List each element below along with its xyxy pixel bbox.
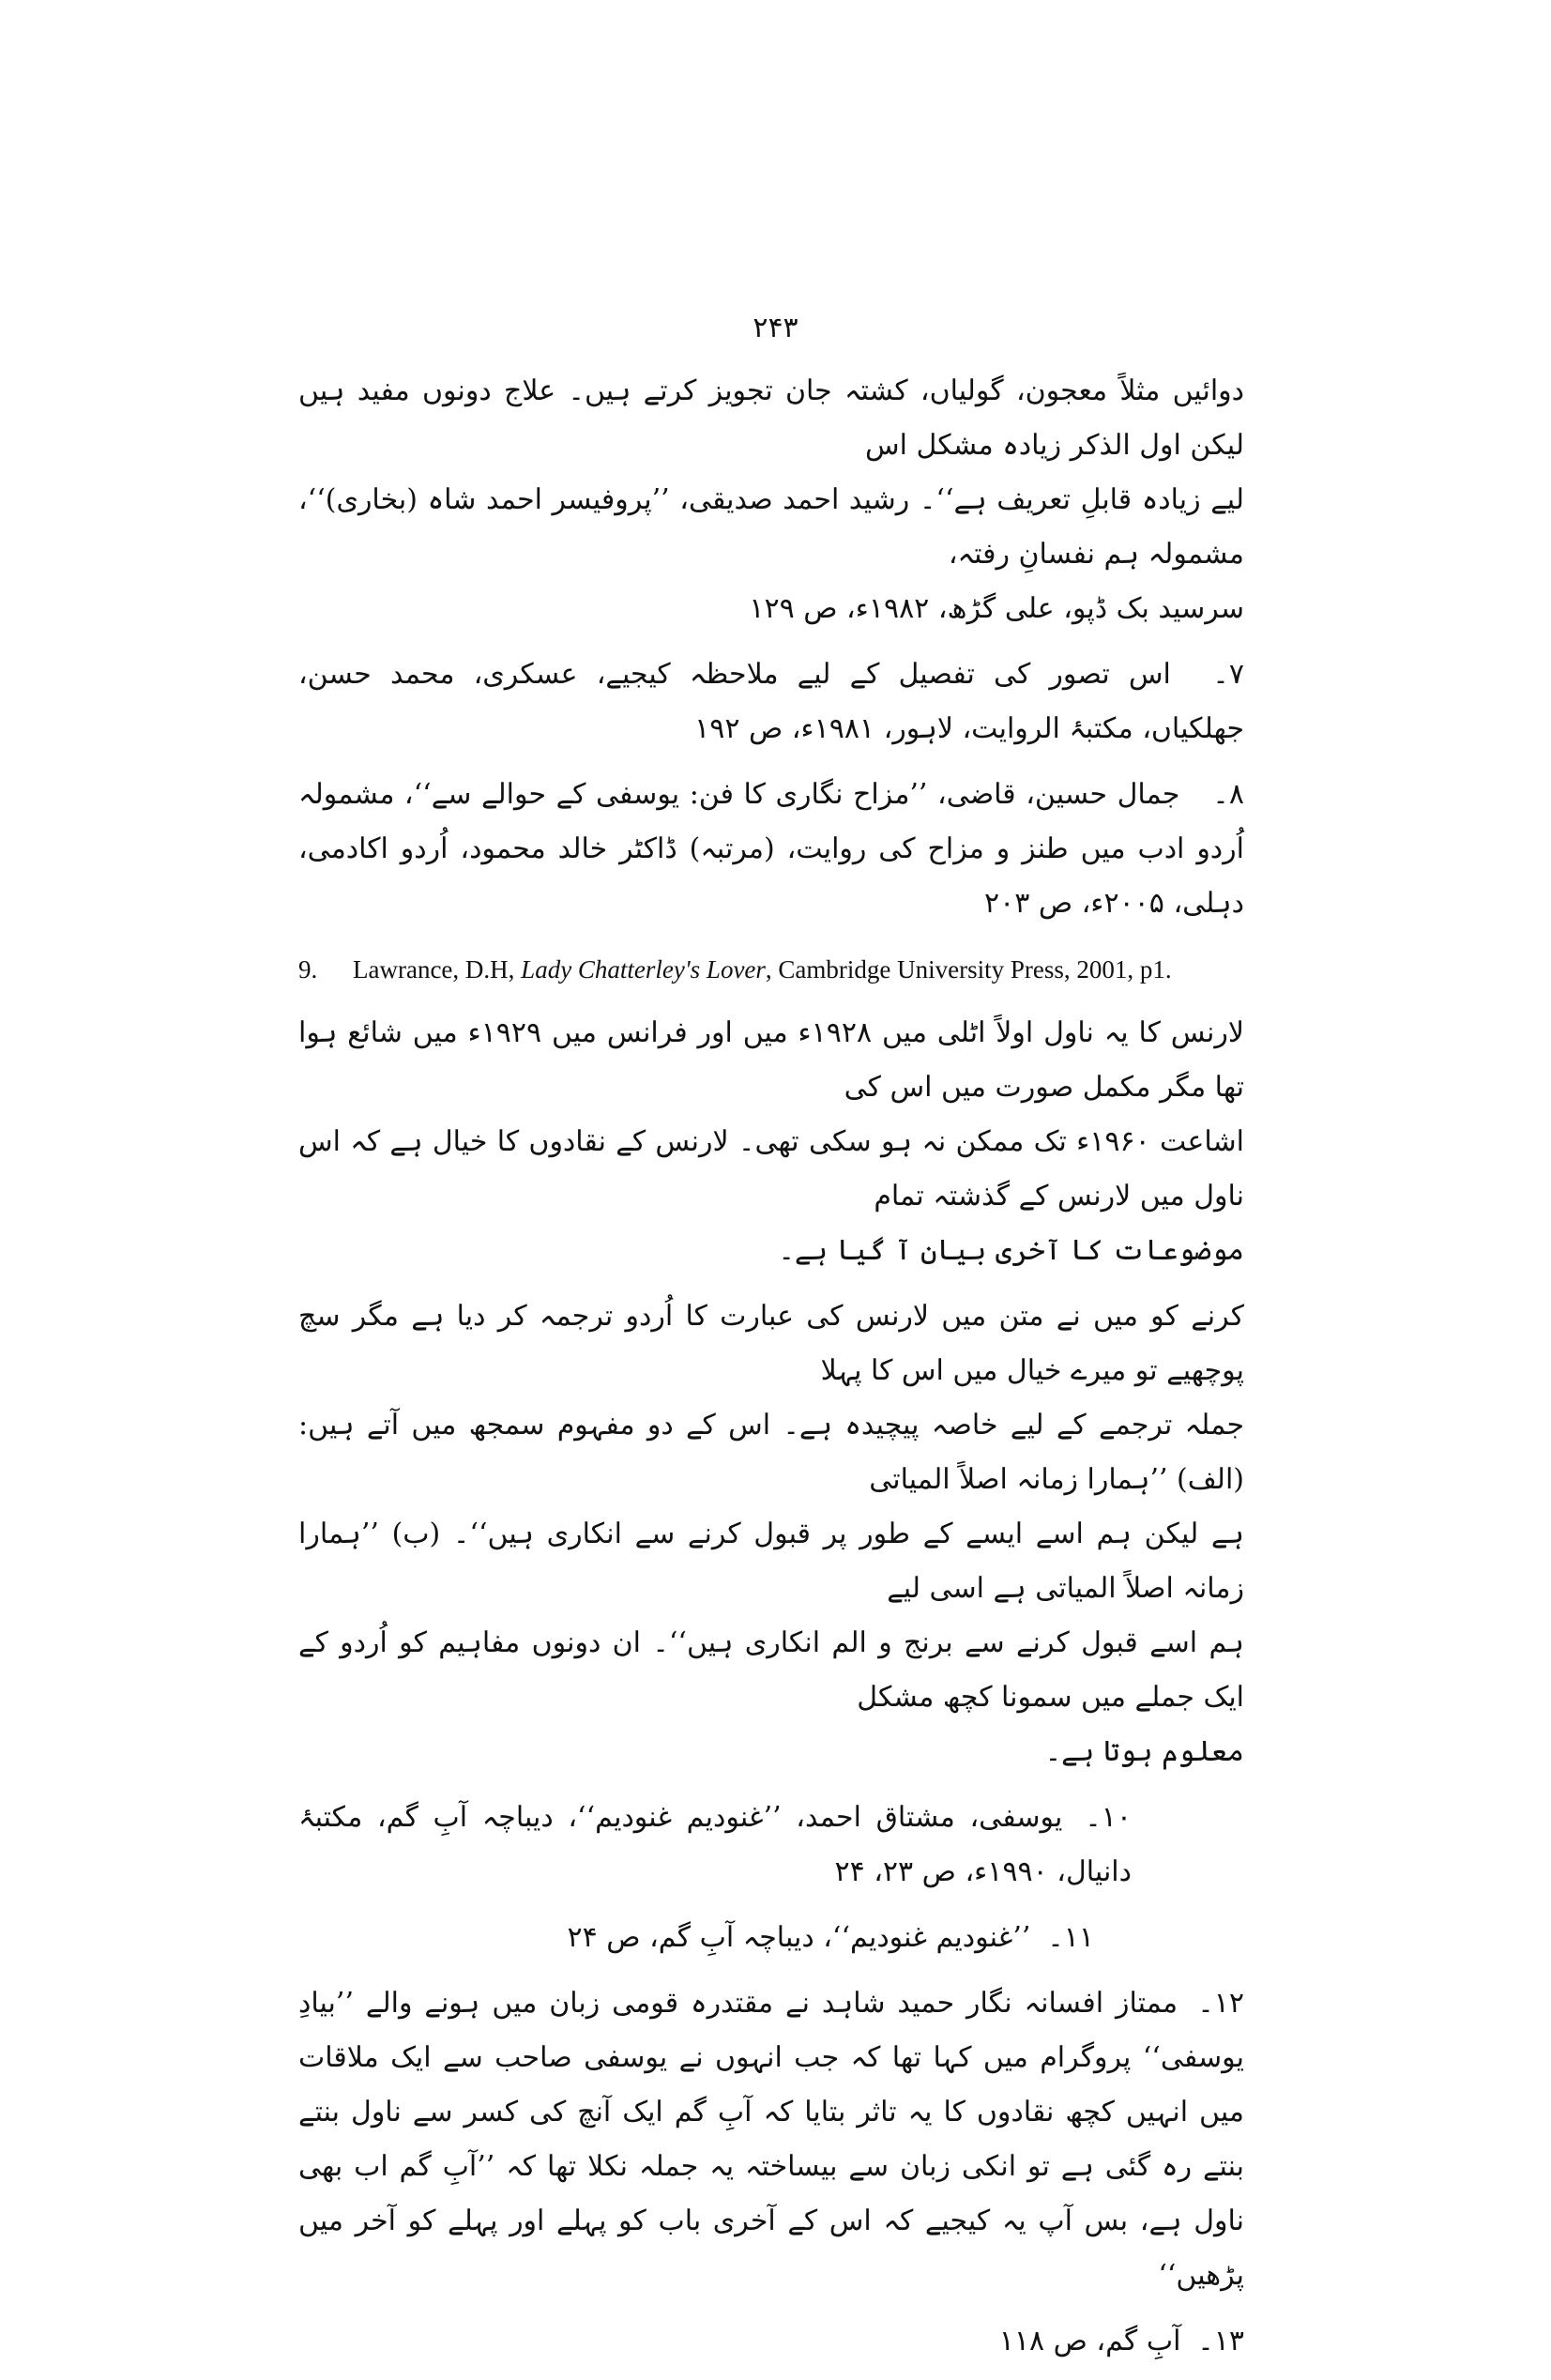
footnote-number: 9.	[298, 955, 318, 984]
text-line: دوائیں مثلاً معجون، گولیاں، کشتہ جان تجویز کرتے ہیں۔ علاج دونوں مفید ہیں لیکن اول الذکر زیادہ مشکل اس	[298, 374, 1244, 462]
footnote-number: ۸۔	[1212, 778, 1244, 811]
footnote-10	[298, 1791, 1244, 1899]
footnote-text: نے یوسفی صاحب سے ایک ملاقات میں انہیں کچھ نقادوں کا یہ تاثر بتایا کہ آبِ گم ایک آنچ کی کسر سے ناول	[298, 2041, 1244, 2128]
footnote-text: کہ اس کے آخری باب کو پہلے اور پہلے کو آخر میں پڑھیں‘‘	[298, 2205, 1244, 2292]
citation-title: Lady Chatterley's Lover	[521, 955, 766, 984]
paragraph-publication-history	[298, 1006, 1244, 1278]
footnote-text: ’’غنودیم غنودیم‘‘، دیباچہ آبِ گم، ص ۲۴	[567, 1921, 1031, 1954]
footnote-number: ۷۔	[1212, 658, 1244, 691]
footnote-text: ممتاز افسانہ نگار حمید شاہد نے مقتدرہ قومی زبان میں ہونے والے ’’بیادِ یوسفی‘‘ پروگرام میں کہا تھا کہ جب انہوں	[298, 1987, 1244, 2074]
text-line: جملہ ترجمے کے لیے خاصہ پیچیدہ ہے۔ اس کے دو مفہوم سمجھ میں آتے ہیں: (الف) ’’ہمارا زمانہ اصلاً المیاتی	[298, 1409, 1244, 1496]
footnote-13	[298, 2314, 1244, 2369]
text-line: لارنس کا یہ ناول اولاً اٹلی میں ۱۹۲۸ء میں اور فرانس میں ۱۹۲۹ء میں شائع ہوا تھا مگر مکمل صورت میں اس کی	[298, 1016, 1244, 1104]
footnote-number: ۱۳۔	[1197, 2325, 1244, 2357]
footnote-continuation	[298, 364, 1244, 636]
page-content	[298, 364, 1244, 2380]
footnote-text: بنتے بنتے رہ گئی ہے تو انکی زبان سے بیساختہ یہ جملہ نکلا تھا کہ ’’آبِ گم اب بھی ناول ہے، بس آپ یہ کیجیے	[298, 2096, 1245, 2237]
footnote-8	[298, 768, 1244, 931]
text-line: ہے لیکن ہم اسے ایسے کے طور پر قبول کرنے سے انکاری ہیں‘‘۔ (ب) ’’ہمارا زمانہ اصلاً المیاتی ہے اسی لیے	[298, 1518, 1244, 1605]
text-line: سرسید بک ڈپو، علی گڑھ، ۱۹۸۲ء، ص ۱۲۹	[749, 592, 1244, 625]
footnote-11	[298, 1911, 1244, 1965]
citation-author: Lawrance, D.H,	[353, 955, 522, 984]
footnote-12	[298, 1976, 1244, 2303]
text-line: اشاعت ۱۹۶۰ء تک ممکن نہ ہو سکی تھی۔ لارنس کے نقادوں کا خیال ہے کہ اس ناول میں لارنس کے گذشتہ تمام	[298, 1125, 1244, 1213]
footnote-text: یوسفی، مشتاق احمد، ’’غنودیم غنودیم‘‘، دیباچہ آبِ گم، مکتبۂ دانیال، ۱۹۹۰ء، ص ۲۳، ۲۴	[298, 1801, 1132, 1888]
footnote-9	[298, 942, 1244, 997]
text-line: لیے زیادہ قابلِ تعریف ہے‘‘۔ رشید احمد صدیقی، ’’پروفیسر احمد شاہ (بخاری)‘‘، مشمولہ ہم نفسانِ رفتہ،	[298, 483, 1244, 571]
footnote-number: ۱۱۔	[1047, 1921, 1094, 1954]
footnote-text: آبِ گم، ص ۱۱۸	[998, 2325, 1181, 2357]
text-line: ہم اسے قبول کرنے سے برنج و الم انکاری ہیں‘‘۔ ان دونوں مفاہیم کو اُردو کے ایک جملے میں سمونا کچھ مشکل	[298, 1626, 1244, 1714]
citation-publisher: , Cambridge University Press, 2001, p1.	[765, 955, 1172, 984]
footnote-7	[298, 648, 1244, 756]
footnote-number: ۱۲۔	[1197, 1987, 1244, 2020]
text-line: موضوعات کا آخری بیان آ گیا ہے۔	[778, 1234, 1244, 1267]
footnote-number: ۱۰۔	[1085, 1801, 1132, 1834]
text-line: معلوم ہوتا ہے۔	[1044, 1735, 1244, 1768]
page-number: ۲۴۳	[753, 312, 798, 344]
paragraph-translation-note	[298, 1289, 1244, 1779]
footnote-text: جمال حسین، قاضی، ’’مزاح نگاری کا فن: یوسفی کے حوالے سے‘‘، مشمولہ اُردو ادب میں طنز و مزاح کی روایت، (مرتبہ) ڈاکٹر خالد محمود، اُردو اکادمی، دہلی، ۲۰۰۵ء، ص ۲۰۳	[298, 778, 1244, 920]
text-line: کرنے کو میں نے متن میں لارنس کی عبارت کا اُردو ترجمہ کر دیا ہے مگر سچ پوچھیے تو میرے خیال میں اس کا پہلا	[298, 1300, 1244, 1387]
footnote-text: اس تصور کی تفصیل کے لیے ملاحظہ کیجیے، عسکری، محمد حسن، جھلکیاں، مکتبۂ الروایت، لاہور، ۱۹۸۱ء، ص ۱۹۲	[298, 658, 1244, 745]
